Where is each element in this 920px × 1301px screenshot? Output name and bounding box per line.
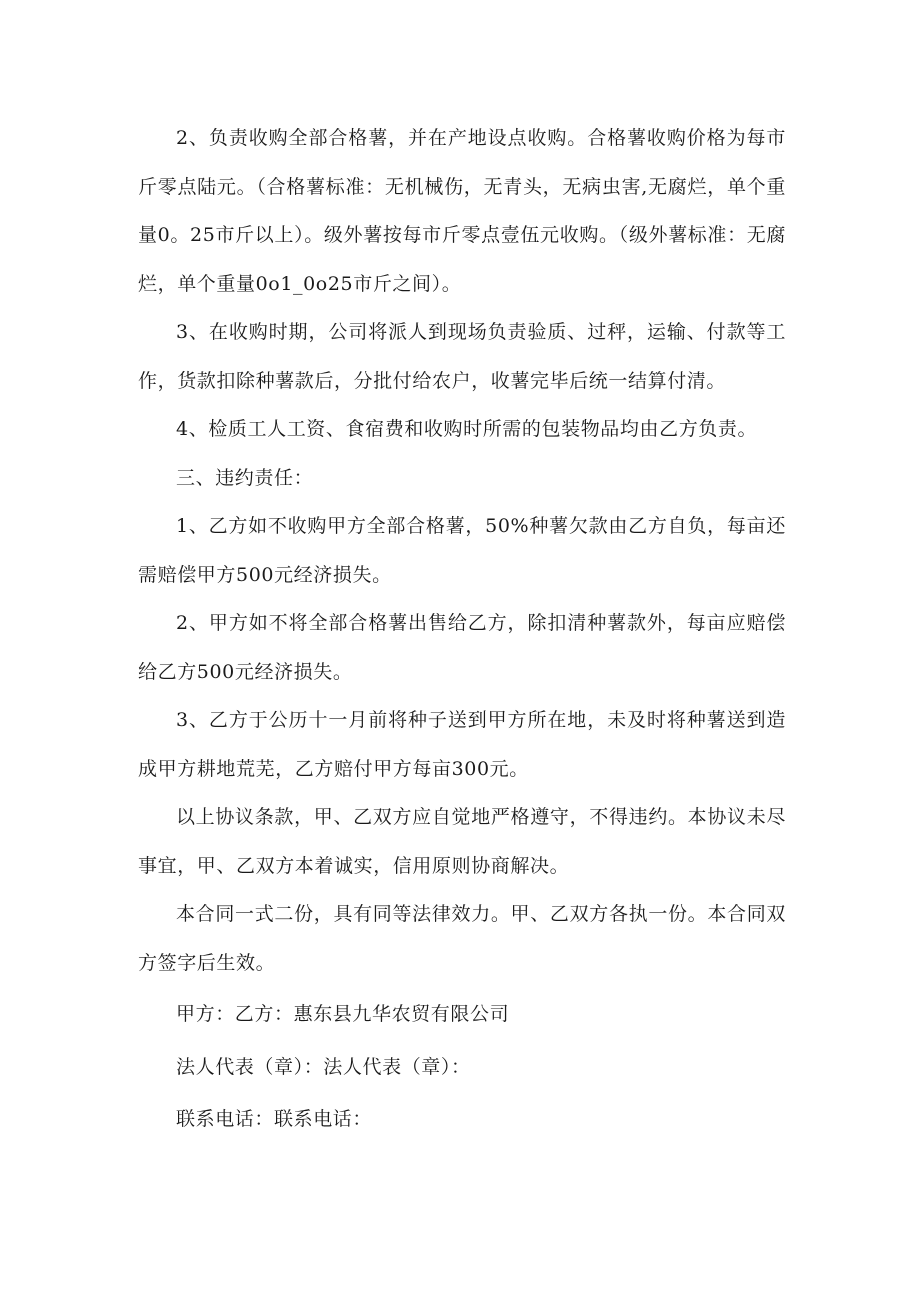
- signature-parties: 甲方：乙方：惠东县九华农贸有限公司: [176, 1003, 510, 1025]
- clause-copies: 本合同一式二份，具有同等法律效力。甲、乙双方各执一份。本合同双方签字后生效。: [138, 903, 786, 974]
- section-heading-breach: 三、违约责任：: [176, 466, 314, 489]
- clause-seed-delivery: 3、乙方于公历十一月前将种子送到甲方所在地，未及时将种薯送到造成甲方耕地荒芜，乙方赔付甲方每亩300元。: [138, 709, 786, 780]
- clause-purchase-period: 3、在收购时期，公司将派人到现场负责验质、过秤，运输、付款等工作，货款扣除种薯款后，分批付给农户，收薯完毕后统一结算付清。: [138, 321, 786, 392]
- contract-page: [138, 114, 786, 1144]
- signature-phone: 联系电话：联系电话：: [176, 1108, 373, 1130]
- clause-packaging-cost: 4、检质工人工资、食宿费和收购时所需的包装物品均由乙方负责。: [176, 418, 758, 440]
- clause-breach-party-b: 1、乙方如不收购甲方全部合格薯，50%种薯欠款由乙方自负，每亩还需赔偿甲方500元经济损失。: [138, 515, 786, 586]
- clause-purchase-standard: 2、负责收购全部合格薯，并在产地设点收购。合格薯收购价格为每市斤零点陆元。（合格薯标准：无机械伤，无青头，无病虫害,无腐烂，单个重量0。25市斤以上）。级外薯按每市斤零点壹伍元收购。（级外薯标准：无腐烂，单个重量0o1_0o25市斤之间）。: [138, 127, 786, 295]
- clause-breach-party-a: 2、甲方如不将全部合格薯出售给乙方，除扣清种薯款外，每亩应赔偿给乙方500元经济损失。: [138, 612, 786, 683]
- signature-legal-rep: 法人代表（章）：法人代表（章）：: [176, 1055, 471, 1078]
- clause-compliance: 以上协议条款，甲、乙双方应自觉地严格遵守，不得违约。本协议未尽事宜，甲、乙双方本着诚实，信用原则协商解决。: [138, 806, 786, 877]
